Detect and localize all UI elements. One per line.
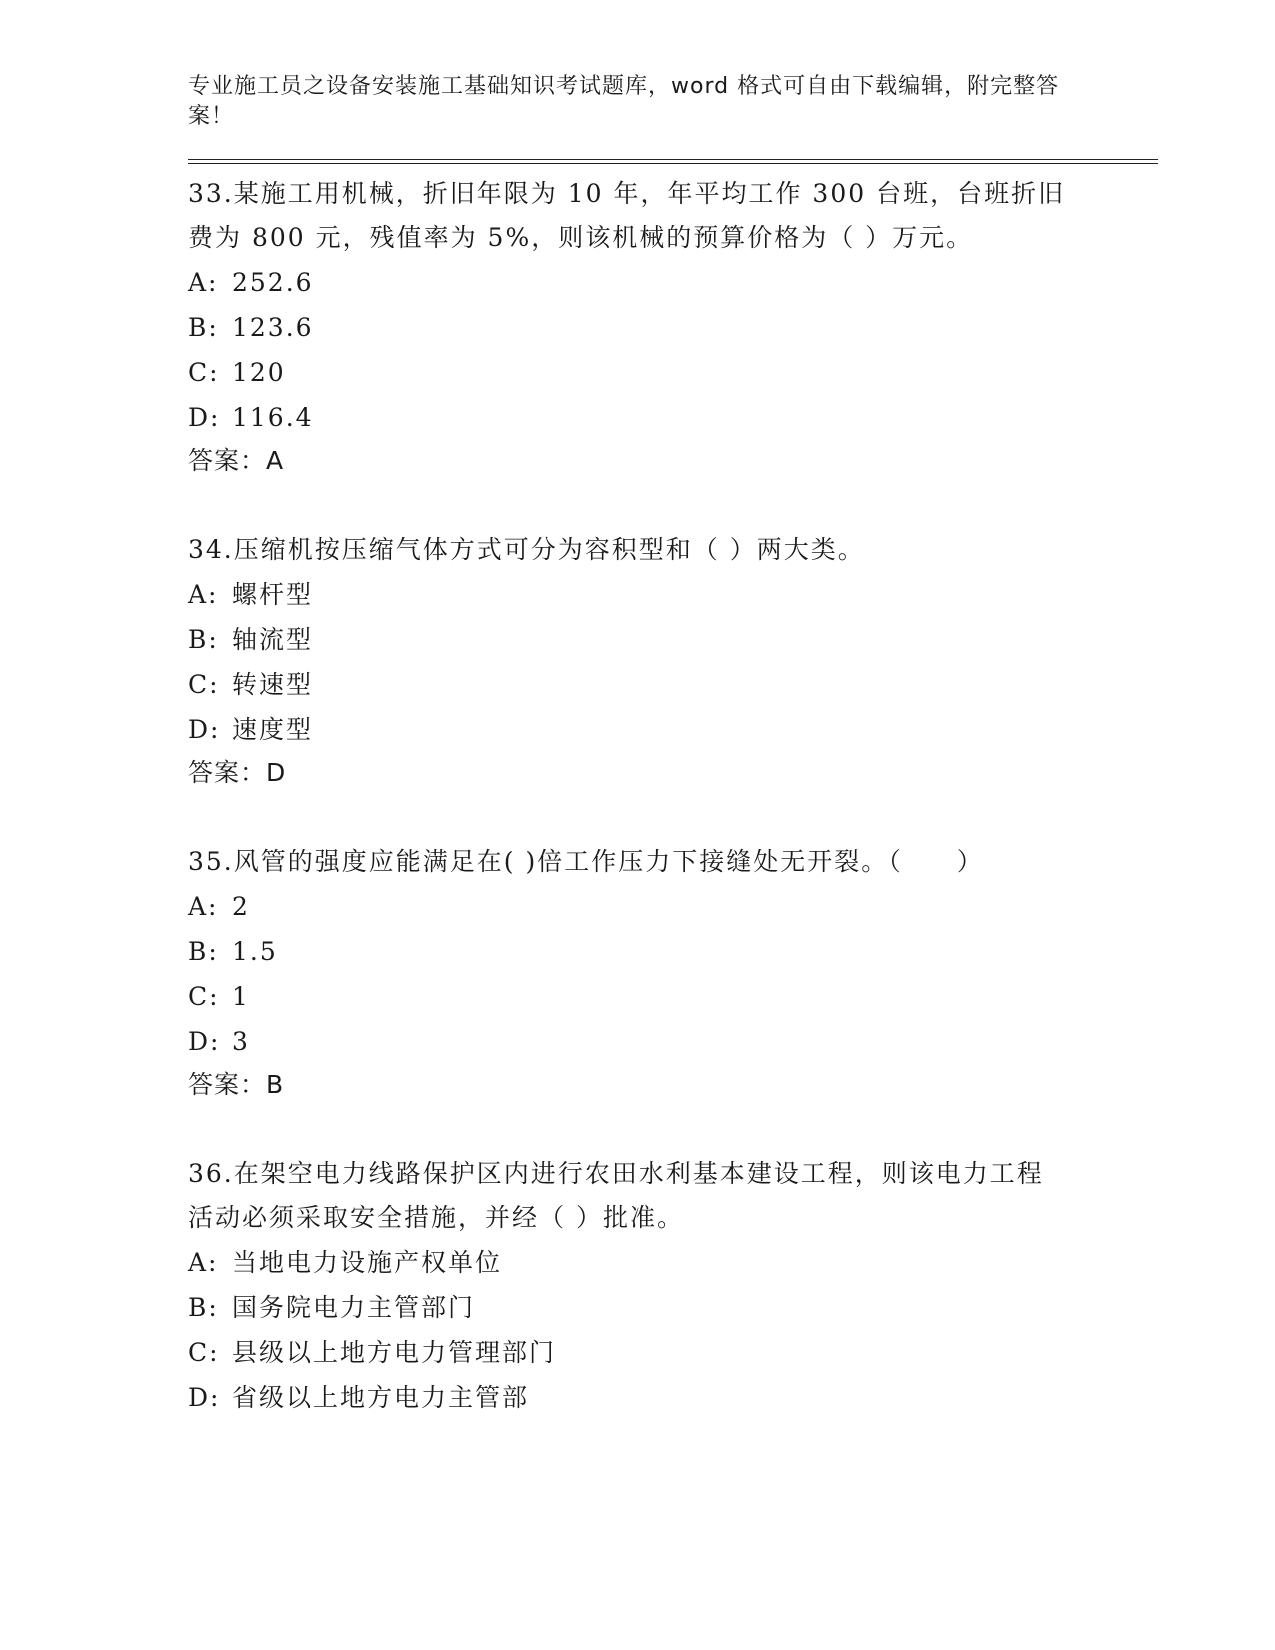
option-text: 省级以上地方电力主管部 [232, 1383, 530, 1412]
option-label: B: [188, 1293, 219, 1322]
option-text: 120 [232, 358, 286, 387]
option-label: A: [188, 892, 219, 921]
option-c [188, 350, 1158, 395]
option-text: 123.6 [232, 313, 314, 342]
option-a [188, 260, 1158, 305]
option-label: D: [188, 715, 221, 744]
option-a [188, 572, 1158, 617]
option-d [188, 395, 1158, 440]
question-34 [188, 528, 1158, 794]
question-stem: 33.某施工用机械，折旧年限为 10 年，年平均工作 300 台班，台班折旧费为 800 元，残值率为 5%，则该机械的预算价格为（ ）万元。 [188, 179, 1066, 252]
question-stem: 35.风管的强度应能满足在( )倍工作压力下接缝处无开裂。（ ） [188, 847, 984, 876]
option-text: 当地电力设施产权单位 [232, 1248, 503, 1277]
option-text: 116.4 [232, 403, 314, 432]
option-label: A: [188, 1248, 219, 1277]
question-36 [188, 1152, 1158, 1420]
option-text: 国务院电力主管部门 [232, 1293, 476, 1322]
option-c [188, 1330, 1158, 1375]
option-d [188, 1375, 1158, 1420]
question-35 [188, 840, 1158, 1106]
option-text: 1.5 [232, 937, 278, 966]
document-header: 专业施工员之设备安装施工基础知识考试题库，word 格式可自由下载编辑，附完整答案！ [188, 74, 1060, 129]
option-b [188, 929, 1158, 974]
option-label: D: [188, 1027, 221, 1056]
option-label: C: [188, 358, 220, 387]
option-a [188, 1240, 1158, 1285]
option-text: 县级以上地方电力管理部门 [232, 1338, 557, 1367]
option-text: 转速型 [232, 670, 314, 699]
option-label: D: [188, 1383, 221, 1412]
option-text: 252.6 [232, 268, 314, 297]
question-stem: 34.压缩机按压缩气体方式可分为容积型和（ ）两大类。 [188, 535, 865, 564]
option-text: 速度型 [232, 715, 314, 744]
option-b [188, 305, 1158, 350]
option-c [188, 974, 1158, 1019]
document-page [188, 72, 1158, 1466]
option-text: 2 [232, 892, 250, 921]
option-b [188, 1285, 1158, 1330]
option-label: B: [188, 625, 219, 654]
option-label: C: [188, 1338, 220, 1367]
option-label: C: [188, 670, 220, 699]
option-label: A: [188, 268, 219, 297]
option-d [188, 1019, 1158, 1064]
question-stem: 36.在架空电力线路保护区内进行农田水利基本建设工程，则该电力工程活动必须采取安全措施，并经（ ）批准。 [188, 1159, 1044, 1232]
option-label: A: [188, 580, 219, 609]
option-label: B: [188, 313, 219, 342]
option-label: C: [188, 982, 220, 1011]
option-d [188, 707, 1158, 752]
answer-line: 答案：D [188, 758, 287, 787]
option-text: 轴流型 [232, 625, 314, 654]
question-33 [188, 172, 1158, 482]
option-c [188, 662, 1158, 707]
answer-line: 答案：A [188, 446, 285, 475]
option-text: 1 [232, 982, 250, 1011]
option-text: 螺杆型 [232, 580, 314, 609]
option-a [188, 884, 1158, 929]
option-label: B: [188, 937, 219, 966]
header-divider [188, 159, 1158, 164]
option-label: D: [188, 403, 221, 432]
answer-line: 答案：B [188, 1070, 285, 1099]
question-list [188, 172, 1158, 1420]
option-text: 3 [232, 1027, 250, 1056]
option-b [188, 617, 1158, 662]
